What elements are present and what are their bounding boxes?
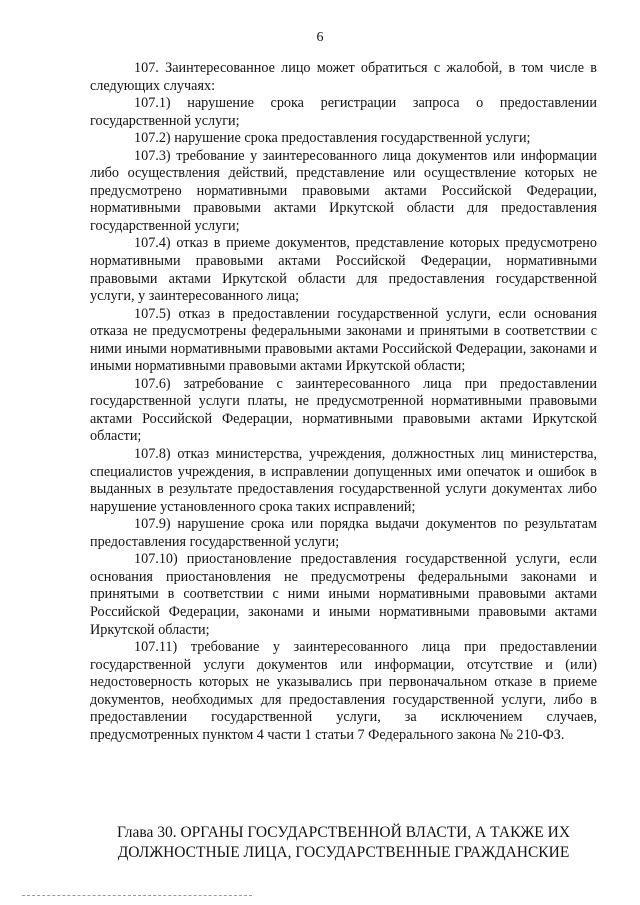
paragraph-107-2: 107.2) нарушение срока предоставления государственной услуги; [134, 130, 531, 147]
paragraph-107-10: 107.10) приостановление предоставления государственной услуги, если основания приостановления не предусмотрены федеральными законами и принятыми в соответствии с ними иными нормативными правовыми актами Российской Федерации, законами и иными нормативными правовыми актами Иркутской области; [90, 551, 597, 638]
scan-edge-divider [22, 895, 252, 896]
chapter-heading-line-1: Глава 30. ОРГАНЫ ГОСУДАРСТВЕННОЙ ВЛАСТИ, А ТАКЖЕ ИХ [116, 824, 571, 841]
paragraph-107-1: 107.1) нарушение срока регистрации запроса о предоставлении государственной услуги; [90, 95, 597, 129]
chapter-heading [90, 823, 597, 863]
page-number: 6 [316, 30, 324, 45]
paragraph-107-6: 107.6) затребование с заинтересованного лица при предоставлении государственной услуги платы, не предусмотренной нормативными правовыми актами Российской Федерации, нормативными правовыми актами Иркутской области; [90, 375, 597, 445]
paragraph-107-4: 107.4) отказ в приеме документов, представление которых предусмотрено нормативными правовыми актами Российской Федерации, нормативными правовыми актами Иркутской области для предоставления государственной услуги, у заинтересованного лица; [90, 235, 597, 305]
paragraph-107-3: 107.3) требование у заинтересованного лица документов или информации либо осуществления действий, представление или осуществление которых не предусмотрено нормативными правовыми актами Российской Федерации, нормативными правовыми актами Иркутской области для предоставления государственной услуги; [90, 147, 597, 234]
paragraph-107: 107. Заинтересованное лицо может обратиться с жалобой, в том числе в следующих случаях: [90, 60, 597, 94]
chapter-heading-line-2: ДОЛЖНОСТНЫЕ ЛИЦА, ГОСУДАРСТВЕННЫЕ ГРАЖДАНСКИЕ [117, 844, 570, 861]
document-body [90, 60, 597, 744]
paragraph-107-8: 107.8) отказ министерства, учреждения, должностных лиц министерства, специалистов учреждения, в исправлении допущенных ими опечаток и ошибок в выданных в результате предоставления государственной услуги документах либо нарушение установленного срока таких исправлений; [90, 446, 597, 515]
paragraph-107-11: 107.11) требование у заинтересованного лица при предоставлении государственной услуги документов или информации, отсутствие и (или) недостоверность которых не указывались при первоначальном отказе в приеме документов, необходимых для предоставления государственной услуги, либо в предоставлении государственной услуги, за исключением случаев, предусмотренных пунктом 4 части 1 статьи 7 Федерального закона № 210-ФЗ. [90, 639, 597, 743]
paragraph-107-9: 107.9) нарушение срока или порядка выдачи документов по результатам предоставления государственной услуги; [90, 516, 597, 550]
paragraph-107-5: 107.5) отказ в предоставлении государственной услуги, если основания отказа не предусмотрены федеральными законами и принятыми в соответствии с ними иными нормативными правовыми актами Российской Федерации, законами и иными нормативными правовыми актами Иркутской области; [90, 305, 597, 375]
